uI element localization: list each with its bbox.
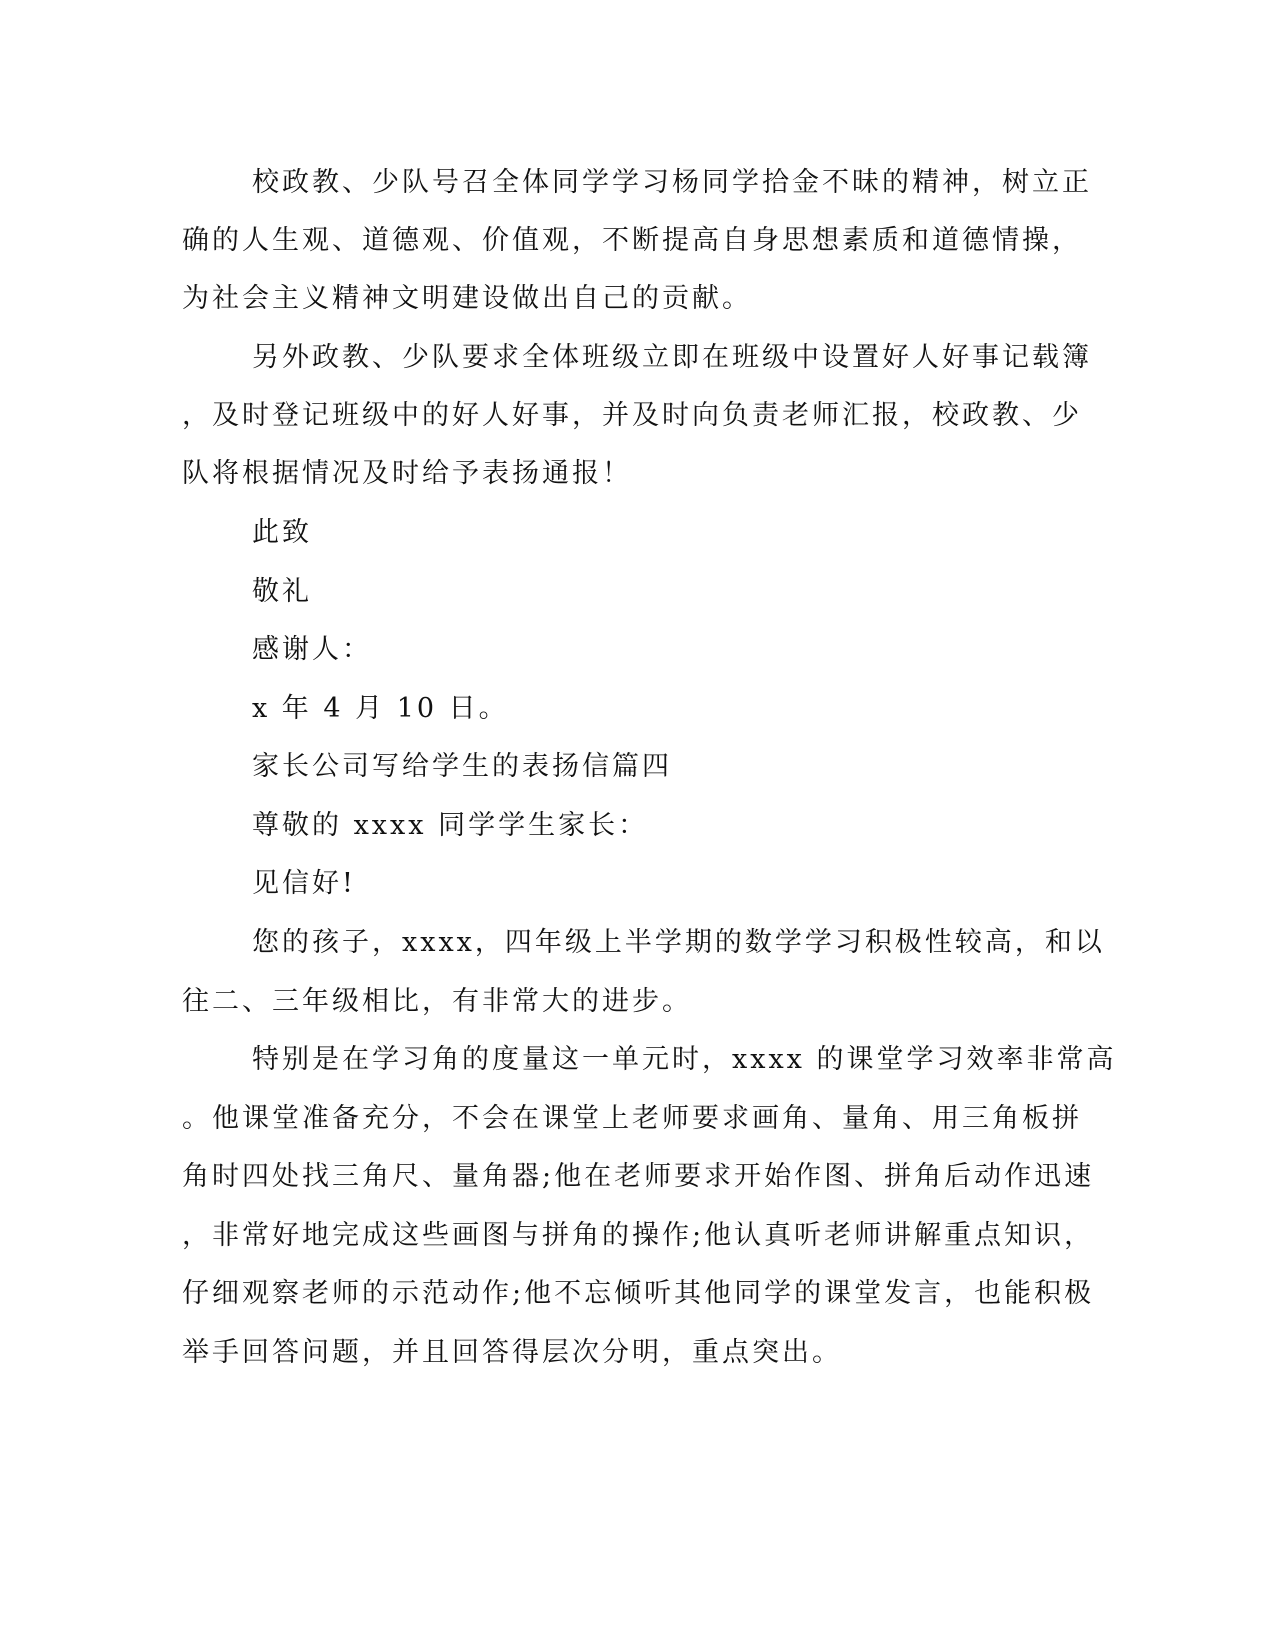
paragraph-line: 确的人生观、道德观、价值观，不断提高自身思想素质和道德情操， <box>182 225 1082 256</box>
paragraph-line: 为社会主义精神文明建设做出自己的贡献。 <box>182 283 752 314</box>
paragraph-line: ，非常好地完成这些画图与拼角的操作;他认真听老师讲解重点知识， <box>182 1220 1095 1251</box>
paragraph-line: 特别是在学习角的度量这一单元时，xxxx 的课堂学习效率非常高 <box>252 1044 1117 1075</box>
closing-line: 敬礼 <box>252 576 312 607</box>
paragraph-line: 角时四处找三角尺、量角器;他在老师要求开始作图、拼角后动作迅速 <box>182 1161 1095 1192</box>
paragraph-line: 举手回答问题，并且回答得层次分明，重点突出。 <box>182 1337 842 1368</box>
salutation-line: 尊敬的 xxxx 同学学生家长： <box>252 810 649 841</box>
section-title: 家长公司写给学生的表扬信篇四 <box>252 751 672 782</box>
paragraph-line: 队将根据情况及时给予表扬通报！ <box>182 458 632 489</box>
signature-line: 感谢人： <box>252 634 372 665</box>
date-line: x 年 4 月 10 日。 <box>252 693 509 724</box>
closing-line: 此致 <box>252 517 312 548</box>
greeting-line: 见信好! <box>252 868 356 899</box>
paragraph-line: 。他课堂准备充分，不会在课堂上老师要求画角、量角、用三角板拼 <box>182 1103 1082 1134</box>
paragraph-line: ，及时登记班级中的好人好事，并及时向负责老师汇报，校政教、少 <box>182 400 1082 431</box>
paragraph-line: 往二、三年级相比，有非常大的进步。 <box>182 986 692 1017</box>
paragraph-line: 校政教、少队号召全体同学学习杨同学拾金不昧的精神，树立正 <box>252 167 1092 198</box>
paragraph-line: 仔细观察老师的示范动作;他不忘倾听其他同学的课堂发言，也能积极 <box>182 1278 1095 1309</box>
paragraph-line: 另外政教、少队要求全体班级立即在班级中设置好人好事记载簿 <box>252 342 1092 373</box>
paragraph-line: 您的孩子，xxxx，四年级上半学期的数学学习积极性较高，和以 <box>252 927 1105 958</box>
